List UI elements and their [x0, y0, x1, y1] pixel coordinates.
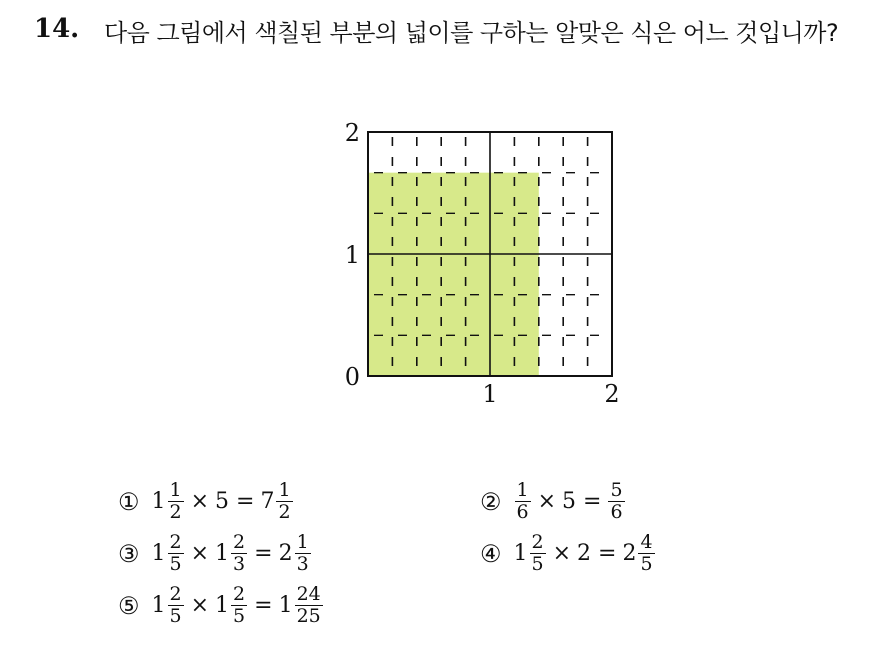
- denominator: 5: [169, 553, 182, 575]
- numerator: 24: [296, 583, 321, 605]
- choice-mark: ①: [118, 487, 140, 516]
- choice-5[interactable]: [118, 584, 324, 627]
- numerator: 2: [169, 583, 182, 605]
- operator: ×: [537, 489, 557, 514]
- fraction: [608, 480, 624, 523]
- fraction: [231, 532, 247, 575]
- numerator: 2: [233, 531, 246, 553]
- numerator: 2: [233, 583, 246, 605]
- operator: ×: [552, 541, 572, 566]
- choice-4[interactable]: [480, 532, 656, 575]
- operator: =: [583, 489, 602, 514]
- y-axis-label: 1: [344, 241, 360, 269]
- fraction: [515, 480, 531, 523]
- denominator: 3: [296, 553, 309, 575]
- denominator: 6: [516, 501, 529, 523]
- numerator: 1: [278, 479, 291, 501]
- shaded-region: [368, 173, 539, 376]
- denominator: 5: [169, 605, 182, 627]
- whole-number: 1: [278, 593, 293, 618]
- fraction: [638, 532, 654, 575]
- denominator: 25: [296, 605, 321, 627]
- numerator: 5: [610, 479, 623, 501]
- denominator: 2: [169, 501, 182, 523]
- choice-3[interactable]: [118, 532, 312, 575]
- question-number: 14.: [34, 14, 80, 44]
- whole-number: 2: [278, 541, 293, 566]
- whole-number: 5: [562, 489, 577, 514]
- denominator: 2: [278, 501, 291, 523]
- choice-mark: ④: [480, 539, 502, 568]
- operator: =: [254, 593, 273, 618]
- choice-1[interactable]: [118, 480, 294, 523]
- operator: ×: [190, 541, 210, 566]
- whole-number: 1: [513, 541, 528, 566]
- whole-number: 2: [622, 541, 637, 566]
- numerator: 1: [516, 479, 529, 501]
- whole-number: 1: [151, 593, 166, 618]
- choice-mark: ⑤: [118, 591, 140, 620]
- whole-number: 7: [260, 489, 275, 514]
- whole-number: 2: [577, 541, 592, 566]
- numerator: 2: [169, 531, 182, 553]
- fraction: [295, 532, 311, 575]
- denominator: 5: [640, 553, 653, 575]
- denominator: 5: [531, 553, 544, 575]
- numerator: 1: [169, 479, 182, 501]
- x-axis-label: 1: [482, 380, 498, 408]
- fraction: [530, 532, 546, 575]
- y-axis-label: 2: [344, 119, 360, 147]
- operator: =: [254, 541, 273, 566]
- area-grid-figure: [330, 110, 630, 410]
- choice-2[interactable]: [480, 480, 626, 523]
- choice-mark: ③: [118, 539, 140, 568]
- fraction: [168, 532, 184, 575]
- whole-number: 1: [151, 541, 166, 566]
- x-axis-label: 2: [604, 380, 620, 408]
- whole-number: 1: [151, 489, 166, 514]
- fraction: [276, 480, 292, 523]
- question-text: 다음 그림에서 색칠된 부분의 넓이를 구하는 알맞은 식은 어느 것입니까?: [104, 19, 839, 47]
- fraction: [168, 584, 184, 627]
- whole-number: 5: [215, 489, 230, 514]
- numerator: 2: [531, 531, 544, 553]
- operator: =: [598, 541, 617, 566]
- denominator: 6: [610, 501, 623, 523]
- choice-mark: ②: [480, 487, 502, 516]
- operator: =: [236, 489, 255, 514]
- numerator: 4: [640, 531, 653, 553]
- whole-number: 1: [215, 541, 230, 566]
- denominator: 5: [233, 605, 246, 627]
- fraction: [231, 584, 247, 627]
- denominator: 3: [233, 553, 246, 575]
- fraction: [295, 584, 323, 627]
- whole-number: 1: [215, 593, 230, 618]
- fraction: [168, 480, 184, 523]
- y-axis-label: 0: [344, 363, 360, 391]
- numerator: 1: [296, 531, 309, 553]
- operator: ×: [190, 593, 210, 618]
- operator: ×: [190, 489, 210, 514]
